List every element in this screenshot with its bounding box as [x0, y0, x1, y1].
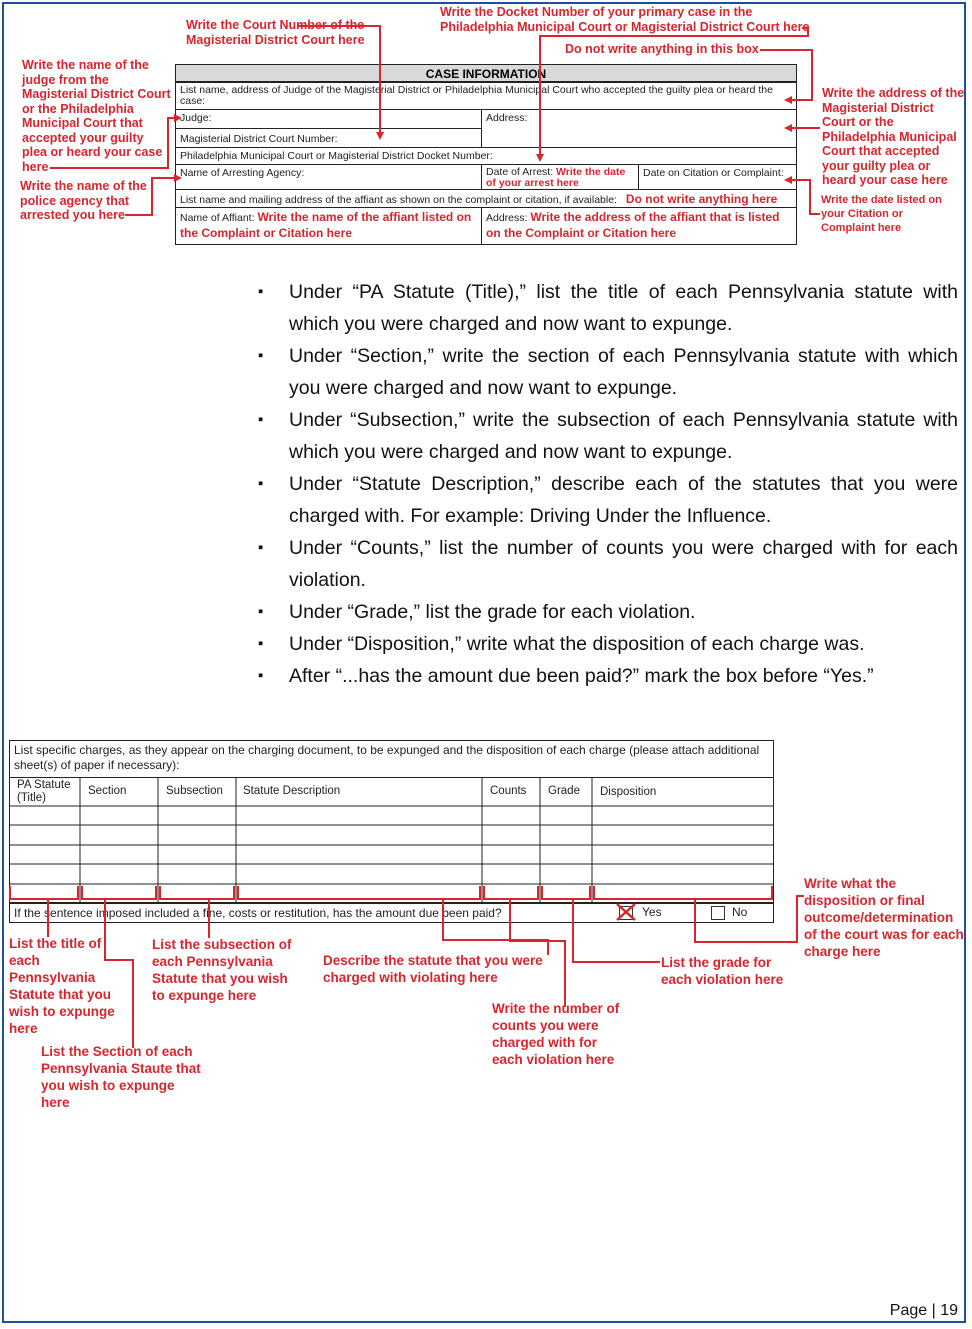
docket-number-field[interactable]: Philadelphia Municipal Court or Magisterial District Docket Number: — [175, 147, 797, 165]
counts-annotation: Write the number of counts you were charged with for each violation here — [492, 1001, 620, 1067]
mdc-number-field[interactable]: Magisterial District Court Number: — [175, 128, 482, 148]
col-header-counts: Counts — [490, 785, 527, 797]
col-header-description: Statute Description — [243, 785, 341, 797]
affiant-name-label: Name of Affiant: — [180, 212, 255, 224]
col-header-section: Section — [88, 785, 127, 797]
bullet-item: ▪ Under “Subsection,” write the subsection of each Pennsylvania statute with which you were charged and now want to expunge. — [258, 404, 958, 468]
bullet-item: ▪ Under “Disposition,” write what the disposition of each charge was. — [258, 628, 958, 660]
section-annotation: List the Section of each Pennsylvania Staute that you wish to expunge here — [41, 1044, 201, 1110]
affiant-list-label: List name and mailing address of the affiant as shown on the complaint or citation, if available: — [180, 194, 617, 206]
affiant-address-label: Address: — [486, 212, 528, 224]
arrest-date-label: Date of Arrest: — [486, 166, 554, 178]
citation-date-annotation: Write the date listed on your Citation or Complaint here — [821, 194, 942, 234]
do-not-write-annotation: Do not write anything in this box — [565, 42, 759, 56]
affiant-name-note: Write the name of the affiant listed on the Complaint or Citation here — [180, 210, 472, 240]
docket-number-annotation: Write the Docket Number of your primary case in the Philadelphia Municipal Court or Magisterial District Court here — [440, 5, 810, 34]
bullet-item: ▪ Under “Section,” write the section of each Pennsylvania statute with which you were charged and now want to expunge. — [258, 340, 958, 404]
disposition-annotation: Write what the disposition or final outcome/determination of the court was for each charge here — [804, 876, 964, 959]
fine-question: If the sentence imposed included a fine, costs or restitution, has the amount due been paid? — [14, 906, 502, 920]
col-header-grade: Grade — [548, 785, 580, 797]
bullet-item: ▪ Under “Grade,” list the grade for each violation. — [258, 596, 958, 628]
judge-name-annotation: Write the name of the judge from the Magisterial District Court or the Philadelphia Municipal Court that accepted your guilty plea or heard your case here — [22, 58, 171, 174]
case-info-header: CASE INFORMATION — [175, 64, 797, 82]
citation-date-field[interactable]: Date on Citation or Complaint: — [638, 164, 797, 190]
affiant-address-note: Write the address of the affiant that is listed on the Complaint or Citation here — [486, 210, 780, 240]
judge-address-annotation: Write the address of the Magisterial District Court or the Philadelphia Municipal Court that accepted your guilty plea or heard your case here — [822, 86, 965, 187]
col-header-disposition: Disposition — [600, 786, 657, 798]
charges-instructions: List specific charges, as they appear on the charging document, to be expunged and the disposition of each charge (please attach additional sheet(s) of paper if necessary): — [9, 740, 774, 778]
col-header-title: PA Statute (Title) — [17, 779, 71, 804]
bullet-item: ▪ Under “PA Statute (Title),” list the title of each Pennsylvania statute with which you were charged and now want to expunge. — [258, 276, 958, 340]
yes-label: Yes — [642, 905, 662, 919]
col-header-subsection: Subsection — [166, 785, 223, 797]
police-agency-annotation: Write the name of the police agency that arrested you here — [20, 179, 147, 222]
description-annotation: Describe the statute that you were charged with violating here — [323, 953, 543, 985]
grade-annotation: List the grade for each violation here — [661, 955, 784, 987]
affiant-list-note: Do not write anything here — [625, 192, 778, 206]
subsection-annotation: List the subsection of each Pennsylvania Statute that you wish to expunge here — [152, 937, 292, 1003]
court-address-field[interactable]: Address: — [481, 109, 797, 148]
bullet-item: ▪ Under “Counts,” list the number of counts you were charged with for each violation. — [258, 532, 958, 596]
bullet-item: ▪ After “...has the amount due been paid?” mark the box before “Yes.” — [258, 660, 909, 692]
arrest-date-note: Write the date of your arrest here — [486, 166, 626, 189]
bullet-item: ▪ Under “Statute Description,” describe each of the statutes that you were charged with. For example: Driving Under the Influence. — [258, 468, 958, 532]
court-number-annotation: Write the Court Number of the Magisterial District Court here — [186, 18, 365, 47]
arresting-agency-field[interactable]: Name of Arresting Agency: — [175, 164, 482, 190]
title-annotation: List the title of each Pennsylvania Statute that you wish to expunge here — [9, 936, 115, 1036]
judge-field[interactable]: Judge: — [175, 109, 482, 129]
judge-list-label: List name, address of Judge of the Magisterial District or Philadelphia Municipal Court who accepted the guilty plea or heard the case: — [175, 82, 797, 110]
no-label: No — [732, 905, 748, 919]
page-number: Page | 19 — [889, 1302, 958, 1319]
